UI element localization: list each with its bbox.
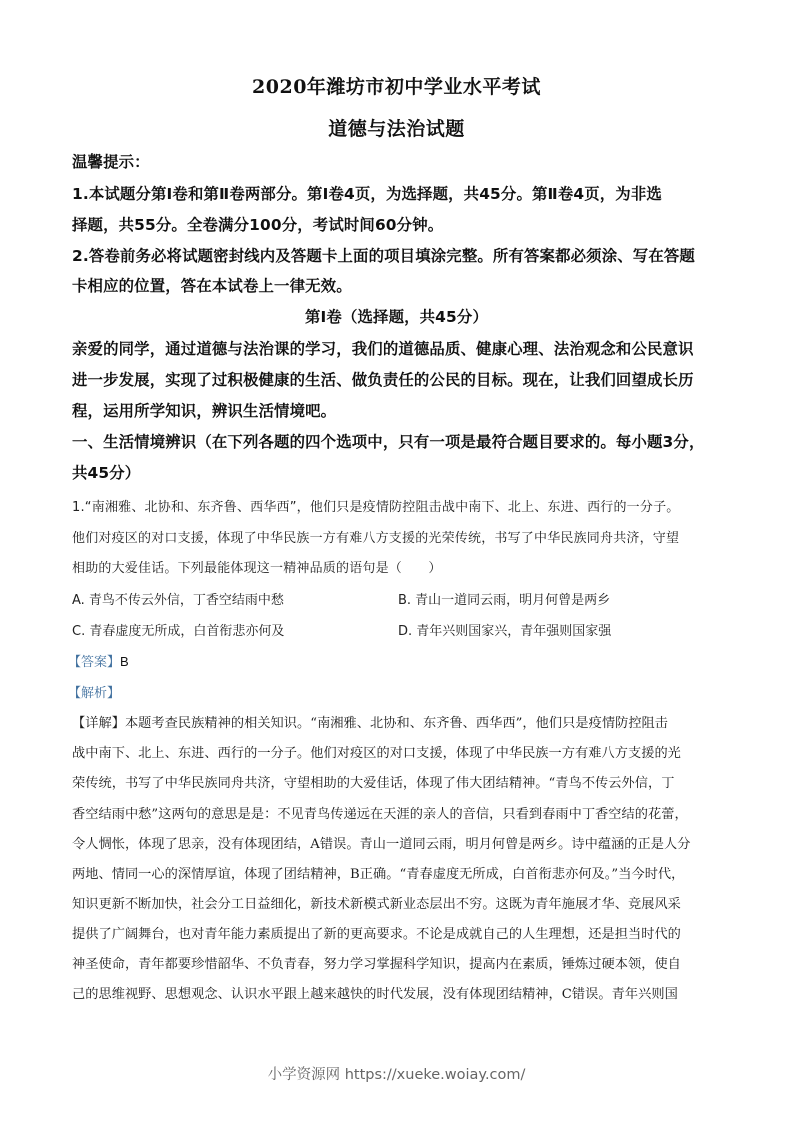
section-heading: 第Ⅰ卷（选择题，共45分） [304, 308, 488, 326]
question-stem-line-2: 他们对疫区的对口支援，体现了中华民族一方有难八方支援的光荣传统，书写了中华民族同舟共济，守望 [72, 531, 680, 546]
option-a: A. 青鸟不传云外信，丁香空结雨中愁 [72, 593, 284, 608]
detail-line-7: 知识更新不断加快，社会分工日益细化，新技术新模式新业态层出不穷。这既为青年施展才华、竞展风采 [72, 897, 681, 912]
part-heading-line-1: 一、生活情境辨识（在下列各题的四个选项中，只有一项是最符合题目要求的。每小题3分， [72, 433, 705, 451]
detail-line-6: 两地、情同一心的深情厚谊，体现了团结精神，B正确。“青春虚度无所成，白首衔悲亦何及。”当今时代， [72, 867, 685, 882]
answer-row [68, 651, 129, 670]
detail-line-8: 提供了广阔舞台，也对青年能力素质提出了新的更高要求。不论是成就自己的人生理想，还是担当时代的 [72, 927, 681, 942]
detail-line-4: 香空结雨中愁”这两句的意思是是：不见青鸟传递远在天涯的亲人的音信，只看到春雨中丁香空结的花蕾， [72, 807, 688, 822]
notice-line-3: 2.答卷前务必将试题密封线内及答题卡上面的项目填涂完整。所有答案都必须涂、写在答题 [72, 247, 695, 265]
question-stem-line-3: 相助的大爱佳话。下列最能体现这一精神品质的语句是（ ） [72, 561, 442, 576]
notice-line-1: 1.本试题分第Ⅰ卷和第Ⅱ卷两部分。第Ⅰ卷4页，为选择题，共45分。第Ⅱ卷4页，为非选 [72, 185, 662, 203]
watermark-footer: 小学资源网 https://xueke.woiay.com/ [267, 1067, 526, 1083]
detail-line-9: 神圣使命，青年都要珍惜韶华、不负青春，努力学习掌握科学知识，提高内在素质，锤炼过硬本领，使自 [72, 957, 681, 972]
question-stem-line-1: 1.“南湘雅、北协和、东齐鲁、西华西”，他们只是疫情防控阻击战中南下、北上、东进、西行的一分子。 [72, 500, 680, 515]
detail-line-10: 己的思维视野、思想观念、认识水平跟上越来越快的时代发展，没有体现团结精神，C错误。青年兴则国 [72, 987, 678, 1002]
intro-line-2: 进一步发展，实现了过积极健康的生活、做负责任的公民的目标。现在，让我们回望成长历 [72, 371, 694, 389]
answer-label: 【答案】 [68, 655, 121, 670]
notice-line-2: 择题，共55分。全卷满分100分，考试时间60分钟。 [72, 216, 444, 234]
option-b: B. 青山一道同云雨，明月何曾是两乡 [398, 593, 611, 608]
intro-line-1: 亲爱的同学，通过道德与法治课的学习，我们的道德品质、健康心理、法治观念和公民意识 [72, 340, 694, 358]
notice-heading: 温馨提示： [72, 153, 150, 171]
detail-line-3: 荣传统，书写了中华民族同舟共济，守望相助的大爱佳话，体现了伟大团结精神。“青鸟不传云外信，丁 [72, 776, 675, 791]
answer-value: B [120, 654, 129, 669]
option-d: D. 青年兴则国家兴，青年强则国家强 [398, 624, 612, 639]
detail-line-1: 【详解】本题考查民族精神的相关知识。“南湘雅、北协和、东齐鲁、西华西”，他们只是疫情防控阻击 [72, 716, 669, 731]
exam-subtitle: 道德与法治试题 [328, 118, 465, 140]
detail-line-2: 战中南下、北上、东进、西行的一分子。他们对疫区的对口支援，体现了中华民族一方有难八方支援的光 [72, 746, 681, 761]
notice-line-4: 卡相应的位置，答在本试卷上一律无效。 [72, 277, 352, 295]
detail-line-5: 令人惆怅，体现了思亲，没有体现团结，A错误。青山一道同云雨，明月何曾是两乡。诗中蕴涵的正是人分 [72, 837, 691, 852]
intro-line-3: 程，运用所学知识，辨识生活情境吧。 [72, 402, 337, 420]
option-c: C. 青春虚度无所成，白首衔悲亦何及 [72, 624, 285, 639]
exam-title: 2020年潍坊市初中学业水平考试 [252, 76, 541, 98]
part-heading-line-2: 共45分） [72, 464, 141, 482]
analysis-label: 【解析】 [68, 686, 121, 701]
